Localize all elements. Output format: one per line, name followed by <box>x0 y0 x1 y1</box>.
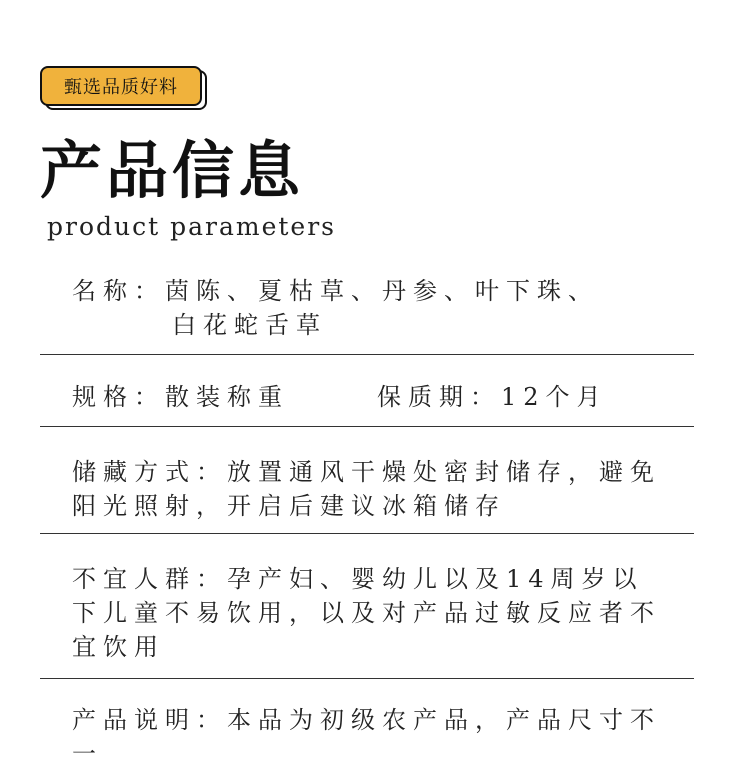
storage-text: 储藏方式：放置通风干燥处密封储存，避免阳光照射，开启后建议冰箱储存 <box>72 458 661 520</box>
name-line-1: 名称：茵陈、夏枯草、丹参、叶下珠、 <box>72 277 599 305</box>
info-row-spec <box>40 355 694 426</box>
info-row-name <box>40 268 694 354</box>
info-row-storage <box>40 427 694 533</box>
product-info-list <box>40 268 694 771</box>
shelf-life-value: 保质期：12个月 <box>377 383 608 411</box>
info-row-unsuitable <box>40 534 694 678</box>
info-row-description <box>40 679 694 771</box>
name-line-2: 白花蛇舌草 <box>172 311 327 339</box>
quality-badge: 甄选品质好料 <box>40 66 202 106</box>
page-title: 产品信息 <box>40 134 305 207</box>
description-text: 产品说明：本品为初级农产品，产品尺寸不一 <box>72 706 661 768</box>
unsuitable-text: 不宜人群：孕产妇、婴幼儿以及14周岁以下儿童不易饮用，以及对产品过敏反应者不宜饮用 <box>72 565 661 661</box>
page-subtitle: product parameters <box>47 212 336 241</box>
spec-value: 规格：散装称重 <box>72 383 289 411</box>
